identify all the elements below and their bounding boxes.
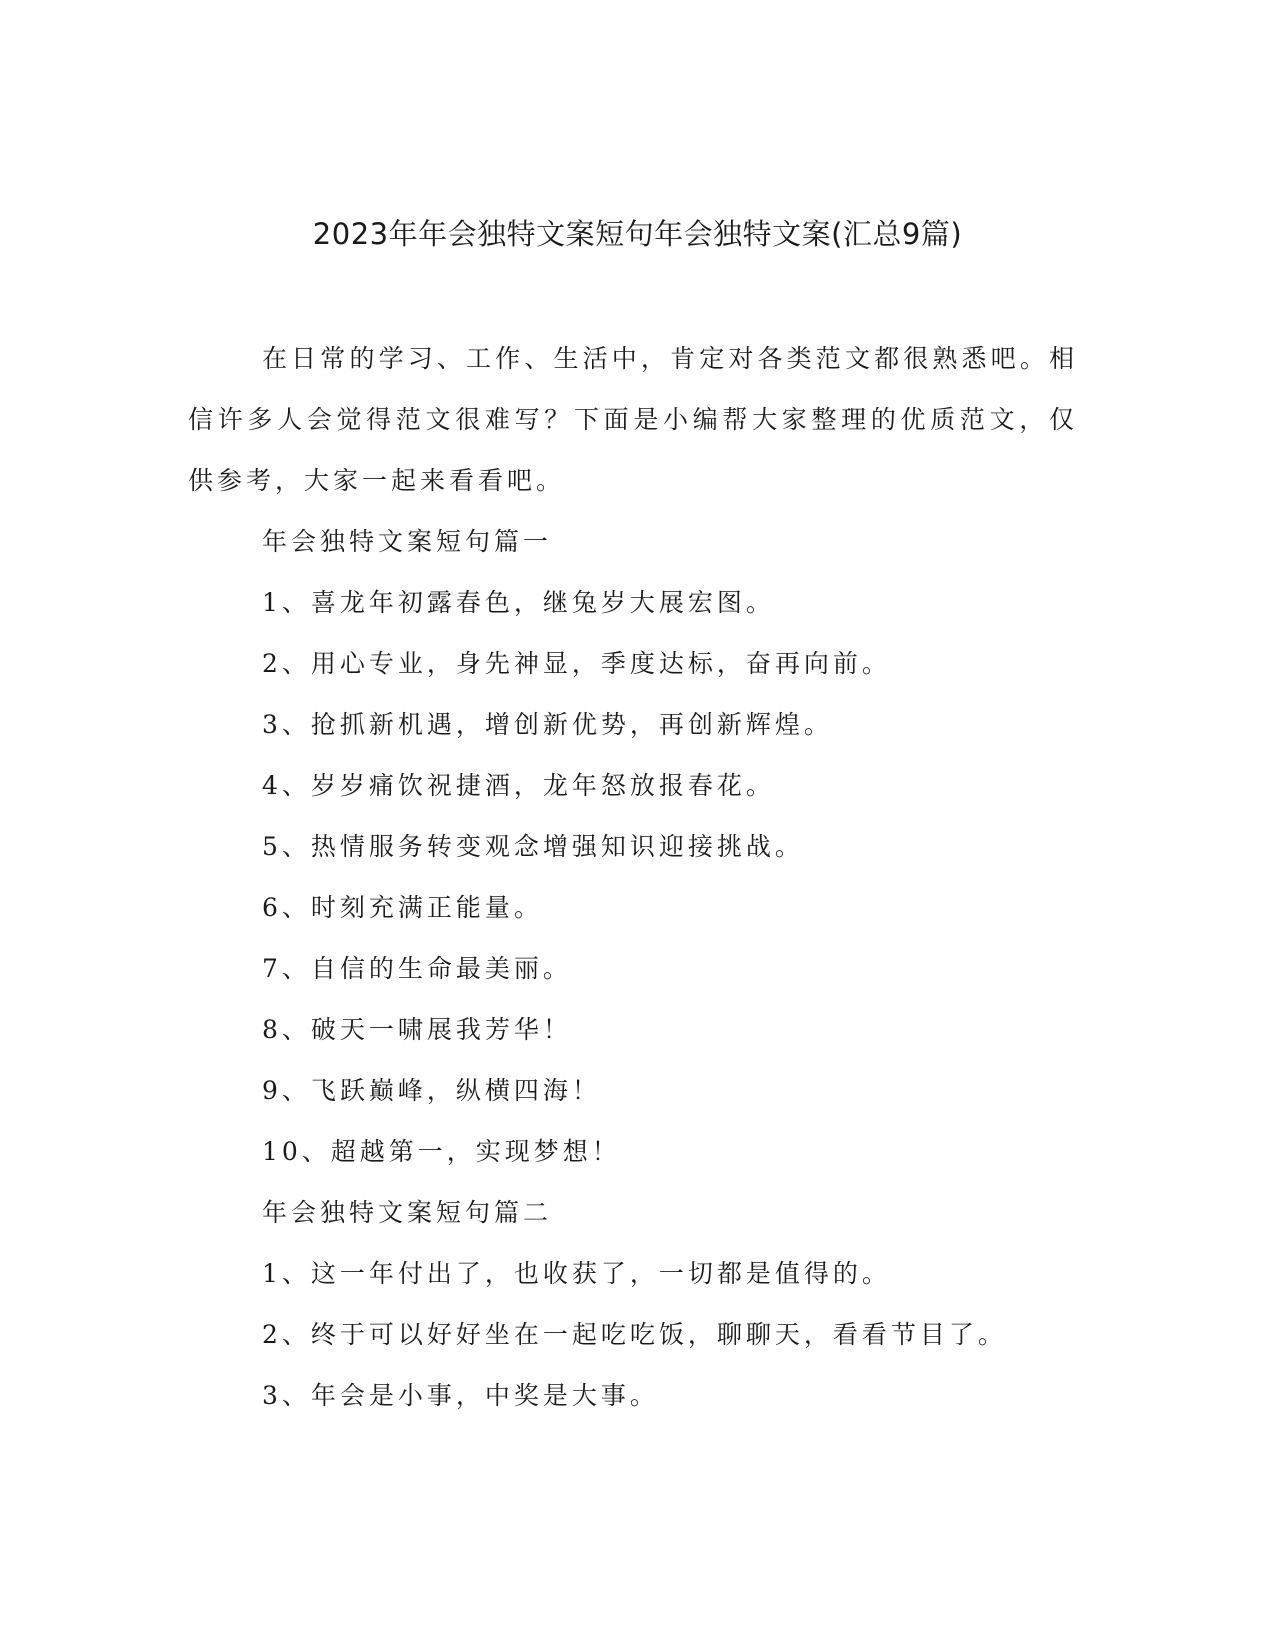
list-item: 5、热情服务转变观念增强知识迎接挑战。 — [262, 832, 804, 861]
document-body — [188, 328, 1078, 1426]
list-item: 8、破天一啸展我芳华！ — [262, 1015, 572, 1044]
intro-paragraph: 在日常的学习、工作、生活中，肯定对各类范文都很熟悉吧。相信许多人会觉得范文很难写？下面是小编帮大家整理的优质范文，仅供参考，大家一起来看看吧。 — [188, 344, 1078, 495]
section-heading-2: 年会独特文案短句篇二 — [262, 1198, 553, 1227]
list-item: 3、抢抓新机遇，增创新优势，再创新辉煌。 — [262, 710, 833, 739]
list-item: 2、用心专业，身先神显，季度达标，奋再向前。 — [262, 649, 891, 678]
list-item: 3、年会是小事，中奖是大事。 — [262, 1381, 659, 1410]
list-item: 1、喜龙年初露春色，继兔岁大展宏图。 — [262, 588, 775, 617]
list-item: 10、超越第一，实现梦想！ — [262, 1137, 621, 1166]
section-heading-1: 年会独特文案短句篇一 — [262, 527, 553, 556]
list-item: 2、终于可以好好坐在一起吃吃饭，聊聊天，看看节目了。 — [262, 1320, 1007, 1349]
list-item: 4、岁岁痛饮祝捷酒，龙年怒放报春花。 — [262, 771, 775, 800]
list-item: 7、自信的生命最美丽。 — [262, 954, 572, 983]
list-item: 1、这一年付出了，也收获了，一切都是值得的。 — [262, 1259, 891, 1288]
list-item: 9、飞跃巅峰，纵横四海！ — [262, 1076, 601, 1105]
list-item: 6、时刻充满正能量。 — [262, 893, 543, 922]
document-title: 2023年年会独特文案短句年会独特文案(汇总9篇) — [312, 217, 963, 251]
